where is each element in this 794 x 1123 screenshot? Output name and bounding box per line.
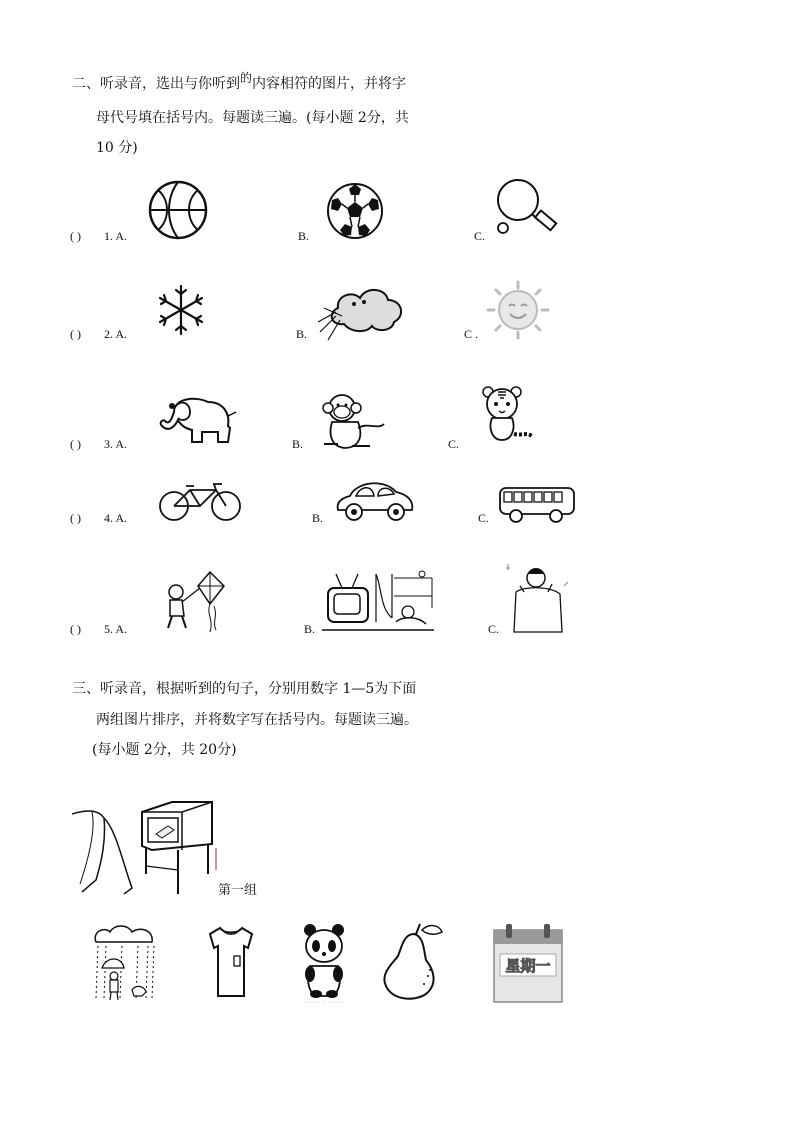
option-c-label: C.	[474, 229, 486, 243]
option-b-label: B.	[296, 327, 308, 341]
option-c-label: C .	[464, 327, 479, 341]
answer-paren[interactable]: ( )	[70, 511, 81, 525]
basketball-icon	[148, 180, 208, 240]
option-c-label: C.	[448, 437, 460, 451]
question-2-label: ( ) 2. A.	[70, 327, 128, 341]
question-3-label: ( ) 3. A.	[70, 437, 128, 451]
option-c-label: C.	[488, 622, 500, 636]
monkey-icon	[318, 392, 390, 452]
bus-icon	[498, 484, 576, 524]
calendar-text: 星期一	[505, 957, 551, 975]
option-c-label: C.	[478, 511, 490, 525]
option-b-label: B.	[304, 622, 316, 636]
section2-title-part2: 内容相符的图片，并将字	[252, 76, 407, 92]
section2-title-sup: 的	[240, 71, 253, 85]
section3-line3: (每小题 2分，共 20分)	[92, 742, 237, 758]
watching-tv-icon	[322, 568, 434, 634]
pear-icon	[380, 922, 444, 1002]
soccer-ball-icon	[326, 182, 384, 240]
elephant-icon	[152, 392, 238, 448]
question-1-label: ( ) 1. A.	[70, 229, 128, 243]
section2-line3: 10 分)	[96, 140, 138, 156]
answer-paren[interactable]: ( )	[70, 229, 81, 243]
option-b-label: B.	[312, 511, 324, 525]
section2-title-part1: 二、听录音，选出与你听到	[72, 76, 240, 92]
windy-cloud-icon	[316, 282, 408, 342]
sun-icon	[484, 280, 552, 340]
ping-pong-icon	[494, 178, 560, 238]
question-5-label: ( ) 5. A.	[70, 622, 128, 636]
snowflake-icon	[152, 284, 210, 336]
section3-line1: 三、听录音，根据听到的句子，分别用数字 1—5为下面	[72, 681, 417, 697]
answer-paren[interactable]: ( )	[70, 622, 81, 636]
kite-boy-icon	[160, 570, 226, 634]
option-b-label: B.	[298, 229, 310, 243]
question-4-label: ( ) 4. A.	[70, 511, 128, 525]
sleeping-boy-icon	[506, 562, 572, 636]
calendar-monday-icon	[492, 924, 564, 1004]
group-1-label: 第一组	[218, 883, 258, 898]
section3-line2: 两组图片排序，并将数字写在括号内。每题读三遍。	[96, 712, 418, 728]
panda-icon	[302, 922, 346, 1004]
answer-paren[interactable]: ( )	[70, 437, 81, 451]
rainy-day-icon	[92, 924, 158, 1002]
car-icon	[334, 474, 416, 522]
section2-line2: 母代号填在括号内。每题读三遍。(每小题 2分，共	[96, 110, 409, 126]
bicycle-icon	[158, 482, 244, 522]
section2-title	[72, 71, 407, 94]
legs-nightstand-icon	[72, 800, 222, 898]
answer-paren[interactable]: ( )	[70, 327, 81, 341]
t-shirt-icon	[208, 926, 254, 998]
tiger-icon	[480, 384, 536, 446]
option-b-label: B.	[292, 437, 304, 451]
